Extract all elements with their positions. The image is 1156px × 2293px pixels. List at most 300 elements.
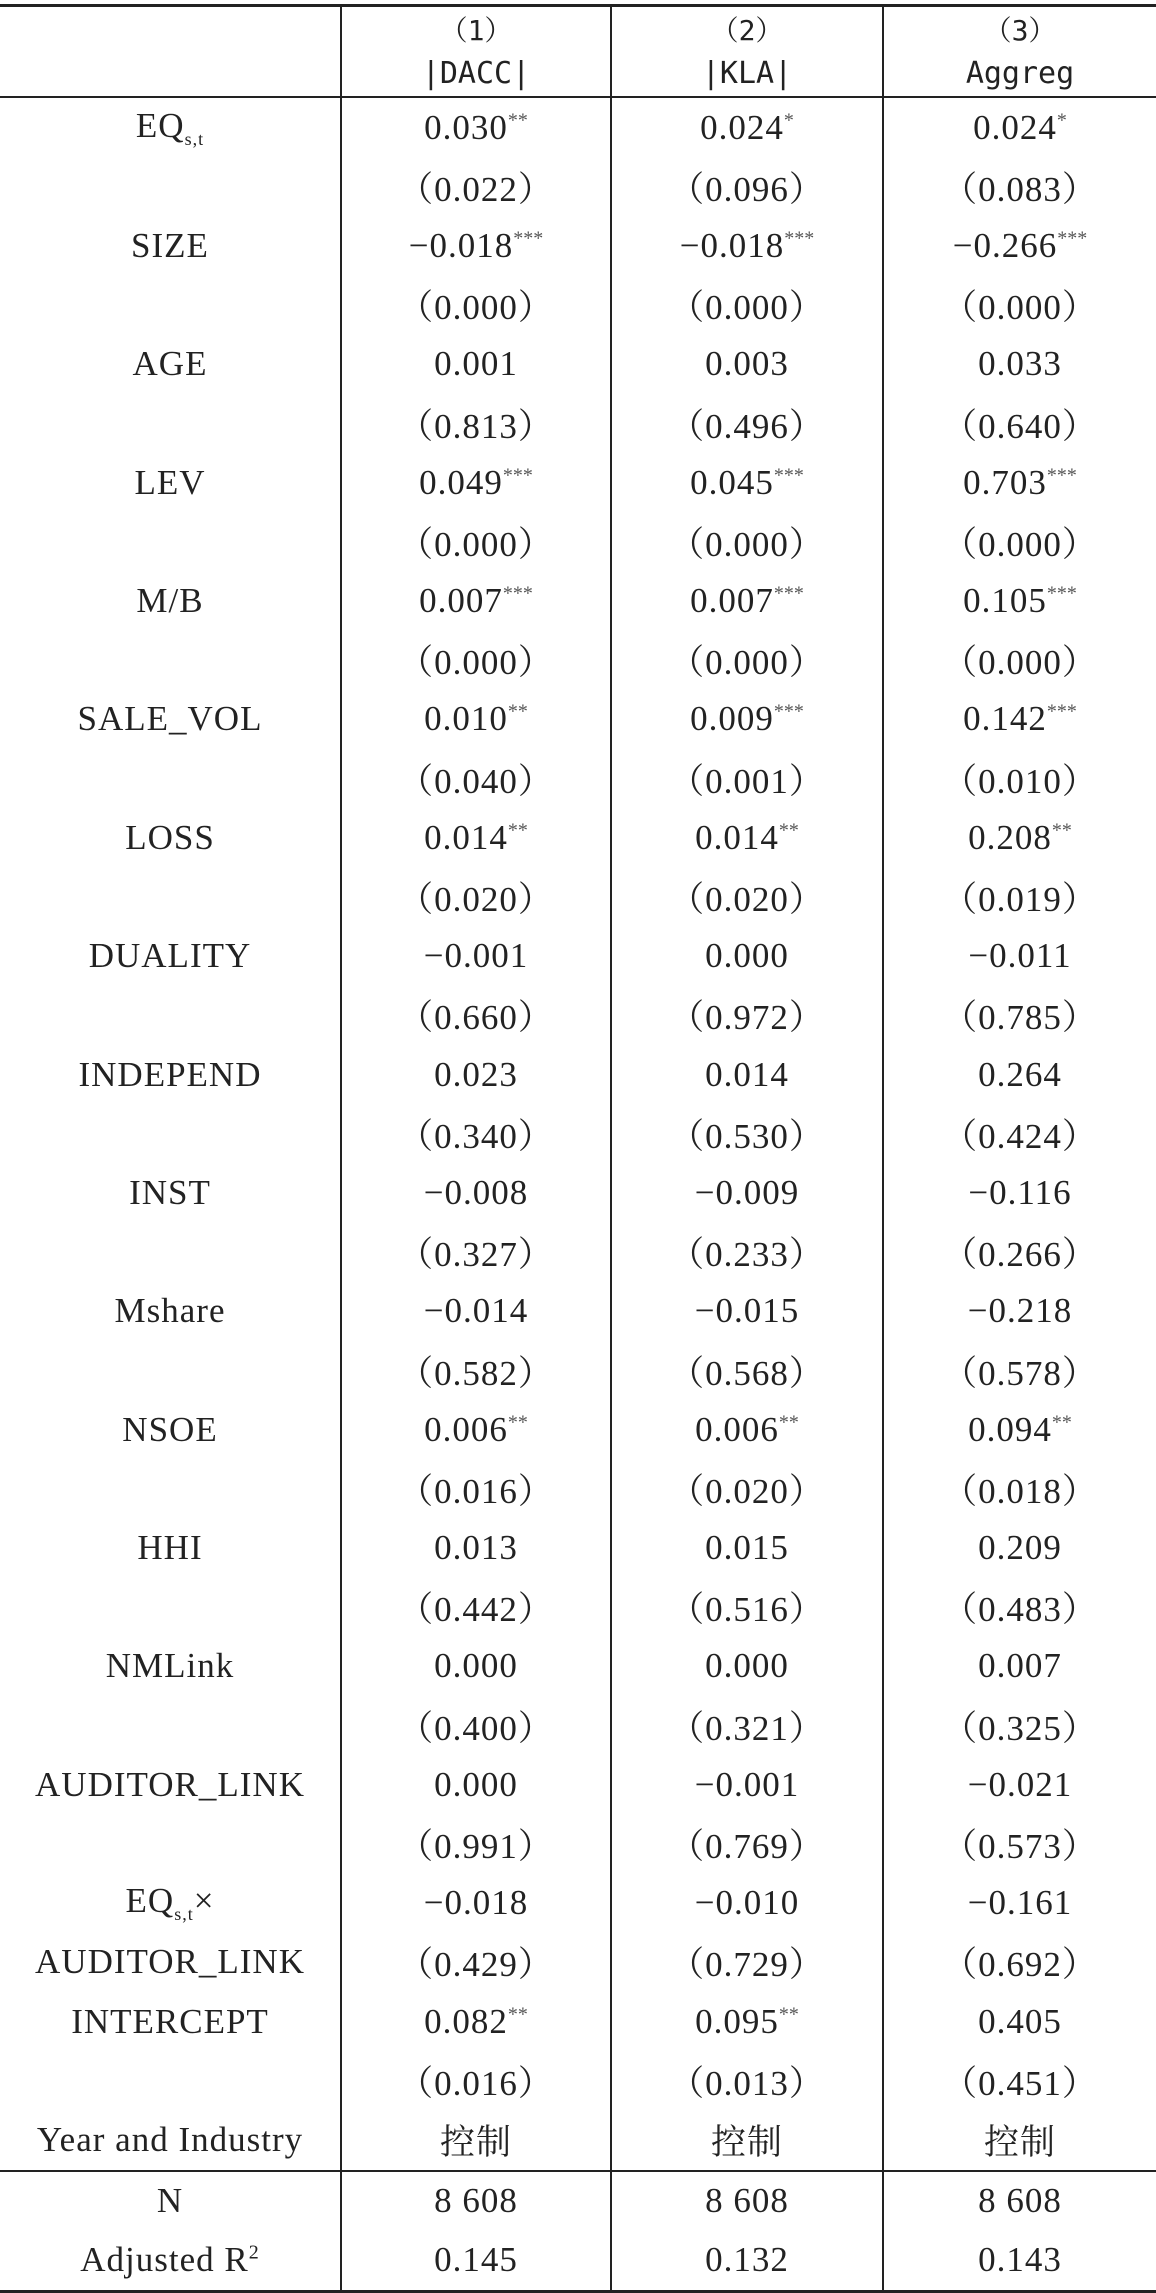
col-name-2: |KLA|	[611, 51, 883, 97]
regression-table	[0, 4, 1156, 2293]
pvalue-cell	[611, 2051, 883, 2110]
pvalue: （0.000）	[942, 288, 1098, 328]
pvalue-cell	[883, 1933, 1156, 1992]
significance-stars: **	[507, 108, 528, 131]
variable-label-continued	[0, 394, 341, 453]
footer-value: 0.143	[883, 2231, 1156, 2292]
coef-cell	[611, 1755, 883, 1814]
pvalue-cell	[341, 986, 611, 1045]
pvalue-cell	[883, 867, 1156, 926]
variable-suffix: ×	[193, 1881, 215, 1921]
coef-cell	[611, 97, 883, 157]
coef-row	[0, 1045, 1156, 1104]
pvalue-cell	[611, 1104, 883, 1163]
footer-label	[0, 2231, 341, 2292]
variable-name: SALE_VOL	[77, 699, 263, 739]
coef-row	[0, 1282, 1156, 1341]
footer-label	[0, 2171, 341, 2231]
coef-cell	[611, 1874, 883, 1933]
significance-stars: **	[778, 819, 799, 842]
footer-label-superscript: 2	[248, 2241, 260, 2264]
pvalue: （0.018）	[942, 1471, 1098, 1511]
significance-stars: ***	[773, 464, 804, 487]
pvalue-row	[0, 1933, 1156, 1992]
pvalue-cell	[883, 1814, 1156, 1873]
variable-label	[0, 1045, 341, 1104]
coef-row	[0, 1874, 1156, 1933]
footer-row	[0, 2231, 1156, 2292]
controls-cell: 控制	[341, 2110, 611, 2170]
coef-cell	[883, 1045, 1156, 1104]
pvalue-cell	[883, 1223, 1156, 1282]
coef-cell	[611, 1045, 883, 1104]
coef-value: 0.094	[968, 1409, 1052, 1449]
significance-stars: **	[507, 2002, 528, 2025]
pvalue-row	[0, 631, 1156, 690]
variable-label-continued	[0, 1104, 341, 1163]
pvalue-row	[0, 1223, 1156, 1282]
col-number-1: （1）	[341, 6, 611, 52]
coef-value: −0.116	[968, 1172, 1072, 1212]
variable-label	[0, 1874, 341, 1933]
variable-label-continued	[0, 512, 341, 571]
variable-name: EQ	[125, 1881, 175, 1921]
controls-row	[0, 2110, 1156, 2170]
variable-name: INTERCEPT	[71, 2001, 269, 2041]
coef-cell	[611, 216, 883, 275]
coef-value: −0.015	[694, 1291, 800, 1331]
variable-label-continued	[0, 276, 341, 335]
pvalue: （0.442）	[398, 1590, 554, 1630]
coef-cell	[611, 335, 883, 394]
coef-value: −0.008	[423, 1172, 529, 1212]
variable-label-continued	[0, 1933, 341, 1992]
variable-name: M/B	[136, 581, 204, 621]
pvalue: （0.000）	[669, 288, 825, 328]
significance-stars: *	[1056, 108, 1067, 131]
pvalue: （0.424）	[942, 1116, 1098, 1156]
pvalue-cell	[341, 512, 611, 571]
pvalue-cell	[883, 1341, 1156, 1400]
pvalue: （0.582）	[398, 1353, 554, 1393]
variable-label-continued	[0, 631, 341, 690]
footer-value: 0.132	[611, 2231, 883, 2292]
pvalue: （0.001）	[669, 761, 825, 801]
coef-cell	[341, 1519, 611, 1578]
coef-row	[0, 1163, 1156, 1222]
significance-stars: ***	[513, 227, 544, 250]
significance-stars: ***	[502, 582, 533, 605]
pvalue-cell	[883, 1696, 1156, 1755]
coef-cell	[883, 1400, 1156, 1459]
variable-label	[0, 1400, 341, 1459]
variable-name: AUDITOR_LINK	[35, 1764, 305, 1804]
pvalue: （0.266）	[942, 1235, 1098, 1275]
coef-cell	[611, 1163, 883, 1222]
significance-stars: *	[783, 108, 794, 131]
coef-cell	[341, 1992, 611, 2051]
variable-label-continued	[0, 1578, 341, 1637]
variable-label-continued	[0, 749, 341, 808]
significance-stars: ***	[1046, 464, 1077, 487]
pvalue: （0.496）	[669, 406, 825, 446]
coef-value: 0.007	[690, 581, 774, 621]
coef-value: 0.009	[690, 699, 774, 739]
significance-stars: **	[507, 700, 528, 723]
variable-name: AGE	[132, 344, 208, 384]
coef-row	[0, 216, 1156, 275]
variable-label	[0, 1992, 341, 2051]
pvalue: （0.813）	[398, 406, 554, 446]
pvalue-cell	[883, 631, 1156, 690]
pvalue: （0.321）	[669, 1708, 825, 1748]
coef-cell	[883, 690, 1156, 749]
table-body	[0, 6, 1156, 2292]
coef-row	[0, 1755, 1156, 1814]
coef-value: −0.009	[694, 1172, 800, 1212]
coef-value: 0.082	[424, 2001, 508, 2041]
pvalue-cell	[611, 512, 883, 571]
pvalue-row	[0, 749, 1156, 808]
significance-stars: **	[507, 819, 528, 842]
coef-value: 0.208	[968, 817, 1052, 857]
coef-cell	[611, 1400, 883, 1459]
variable-label	[0, 1163, 341, 1222]
coef-value: −0.018	[423, 1883, 529, 1923]
pvalue-cell	[611, 1814, 883, 1873]
significance-stars: **	[778, 1411, 799, 1434]
coef-row	[0, 808, 1156, 867]
significance-stars: ***	[1046, 700, 1077, 723]
coef-value: −0.161	[967, 1883, 1073, 1923]
coef-value: 0.000	[434, 1646, 518, 1686]
coef-value: 0.000	[434, 1764, 518, 1804]
pvalue: （0.573）	[942, 1827, 1098, 1867]
pvalue: （0.516）	[669, 1590, 825, 1630]
coef-value: 0.014	[705, 1054, 789, 1094]
coef-value: −0.010	[694, 1883, 800, 1923]
coef-cell	[883, 335, 1156, 394]
pvalue: （0.785）	[942, 998, 1098, 1038]
pvalue-cell	[611, 1459, 883, 1518]
coef-cell	[611, 808, 883, 867]
coef-value: 0.045	[690, 462, 774, 502]
coef-cell	[883, 1755, 1156, 1814]
coef-value: 0.010	[424, 699, 508, 739]
coef-value: −0.018	[679, 225, 785, 265]
significance-stars: **	[1051, 1411, 1072, 1434]
pvalue: （0.692）	[942, 1945, 1098, 1985]
variable-name: SIZE	[131, 225, 209, 265]
pvalue-cell	[341, 394, 611, 453]
pvalue-cell	[611, 749, 883, 808]
variable-label	[0, 97, 341, 157]
variable-label-continued	[0, 2051, 341, 2110]
variable-label-continued	[0, 986, 341, 1045]
coef-value: 0.405	[978, 2001, 1062, 2041]
header-row-numbers	[0, 6, 1156, 52]
variable-name: HHI	[137, 1528, 203, 1568]
coef-cell	[611, 453, 883, 512]
coef-cell	[883, 1992, 1156, 2051]
variable-name: EQ	[135, 105, 185, 145]
variable-name-line2: AUDITOR_LINK	[35, 1942, 305, 1982]
pvalue: （0.640）	[942, 406, 1098, 446]
pvalue: （0.020）	[669, 1471, 825, 1511]
coef-row	[0, 97, 1156, 157]
pvalue-row	[0, 1814, 1156, 1873]
col-number-3: （3）	[883, 6, 1156, 52]
coef-value: −0.001	[423, 936, 529, 976]
coef-cell	[883, 97, 1156, 157]
coef-value: 0.024	[973, 107, 1057, 147]
footer-label-text: N	[156, 2181, 184, 2221]
coef-cell	[611, 1519, 883, 1578]
coef-cell	[341, 216, 611, 275]
coef-cell	[883, 808, 1156, 867]
pvalue: （0.016）	[398, 2063, 554, 2103]
pvalue: （0.483）	[942, 1590, 1098, 1630]
pvalue: （0.578）	[942, 1353, 1098, 1393]
pvalue: （0.000）	[669, 524, 825, 564]
variable-label	[0, 1755, 341, 1814]
variable-label	[0, 216, 341, 275]
coef-cell	[611, 1992, 883, 2051]
variable-name: NSOE	[122, 1409, 218, 1449]
coef-value: 0.007	[978, 1646, 1062, 1686]
pvalue-row	[0, 157, 1156, 216]
variable-label-continued	[0, 867, 341, 926]
coef-value: 0.014	[695, 817, 779, 857]
coef-cell	[883, 572, 1156, 631]
pvalue-cell	[883, 1104, 1156, 1163]
pvalue-cell	[341, 157, 611, 216]
pvalue-cell	[883, 749, 1156, 808]
pvalue-cell	[611, 394, 883, 453]
pvalue-cell	[883, 512, 1156, 571]
coef-value: 0.095	[695, 2001, 779, 2041]
coef-cell	[883, 453, 1156, 512]
coef-cell	[341, 927, 611, 986]
coef-value: 0.014	[424, 817, 508, 857]
coef-value: −0.021	[967, 1764, 1073, 1804]
coef-value: 0.006	[424, 1409, 508, 1449]
col-number-2: （2）	[611, 6, 883, 52]
variable-name: LOSS	[125, 817, 215, 857]
pvalue-cell	[611, 1223, 883, 1282]
coef-value: 0.033	[978, 344, 1062, 384]
variable-name: INDEPEND	[78, 1054, 262, 1094]
variable-label	[0, 572, 341, 631]
pvalue: （0.325）	[942, 1708, 1098, 1748]
coef-value: 0.000	[705, 1646, 789, 1686]
coef-row	[0, 572, 1156, 631]
pvalue: （0.022）	[398, 169, 554, 209]
coef-value: −0.218	[967, 1291, 1073, 1331]
pvalue: （0.040）	[398, 761, 554, 801]
coef-cell	[341, 1400, 611, 1459]
coef-row	[0, 1400, 1156, 1459]
pvalue-cell	[341, 1459, 611, 1518]
header-row-names	[0, 51, 1156, 97]
variable-name: DUALITY	[88, 936, 252, 976]
pvalue: （0.429）	[398, 1945, 554, 1985]
pvalue-cell	[341, 749, 611, 808]
pvalue-row	[0, 1578, 1156, 1637]
coef-cell	[341, 1163, 611, 1222]
pvalue: （0.083）	[942, 169, 1098, 209]
variable-name: INST	[129, 1172, 211, 1212]
variable-label	[0, 453, 341, 512]
variable-subscript: s,t	[174, 1904, 194, 1925]
coef-value: 0.007	[419, 581, 503, 621]
pvalue: （0.340）	[398, 1116, 554, 1156]
header-corner-2	[0, 51, 341, 97]
controls-label: Year and Industry	[36, 2119, 304, 2159]
pvalue: （0.000）	[398, 288, 554, 328]
significance-stars: ***	[1057, 227, 1088, 250]
pvalue-cell	[611, 1696, 883, 1755]
coef-value: 0.013	[434, 1528, 518, 1568]
pvalue-cell	[611, 867, 883, 926]
footer-value: 0.145	[341, 2231, 611, 2292]
coef-value: 0.030	[424, 107, 508, 147]
significance-stars: ***	[784, 227, 815, 250]
pvalue: （0.020）	[398, 880, 554, 920]
variable-label	[0, 808, 341, 867]
controls-cell: 控制	[883, 2110, 1156, 2170]
pvalue-cell	[341, 1933, 611, 1992]
variable-name: NMLink	[105, 1646, 235, 1686]
coef-cell	[883, 927, 1156, 986]
pvalue-cell	[883, 394, 1156, 453]
pvalue: （0.451）	[942, 2063, 1098, 2103]
significance-stars: ***	[502, 464, 533, 487]
variable-label-continued	[0, 1814, 341, 1873]
footer-value: 8 608	[341, 2171, 611, 2231]
coef-row	[0, 1992, 1156, 2051]
coef-value: −0.266	[952, 225, 1058, 265]
coef-cell	[341, 1282, 611, 1341]
pvalue-cell	[611, 1578, 883, 1637]
significance-stars: ***	[773, 582, 804, 605]
variable-label	[0, 1637, 341, 1696]
pvalue-cell	[611, 631, 883, 690]
pvalue: （0.327）	[398, 1235, 554, 1275]
pvalue-row	[0, 276, 1156, 335]
coef-row	[0, 927, 1156, 986]
coef-value: 0.105	[963, 581, 1047, 621]
coef-cell	[341, 1755, 611, 1814]
pvalue: （0.000）	[398, 643, 554, 683]
pvalue-cell	[611, 1933, 883, 1992]
variable-label	[0, 927, 341, 986]
variable-label	[0, 1282, 341, 1341]
coef-value: 0.023	[434, 1054, 518, 1094]
coef-row	[0, 335, 1156, 394]
pvalue: （0.000）	[398, 524, 554, 564]
pvalue-row	[0, 394, 1156, 453]
coef-value: −0.014	[423, 1291, 529, 1331]
variable-label	[0, 1519, 341, 1578]
footer-value: 8 608	[883, 2171, 1156, 2231]
coef-value: −0.011	[968, 936, 1072, 976]
variable-label-continued	[0, 1223, 341, 1282]
pvalue-row	[0, 2051, 1156, 2110]
coef-value: 0.001	[434, 344, 518, 384]
pvalue-row	[0, 867, 1156, 926]
pvalue: （0.020）	[669, 880, 825, 920]
pvalue: （0.568）	[669, 1353, 825, 1393]
pvalue-row	[0, 1104, 1156, 1163]
coef-value: 0.049	[419, 462, 503, 502]
pvalue-row	[0, 512, 1156, 571]
pvalue-cell	[611, 276, 883, 335]
pvalue-cell	[611, 1341, 883, 1400]
pvalue-cell	[341, 2051, 611, 2110]
coef-cell	[341, 808, 611, 867]
coef-row	[0, 1637, 1156, 1696]
pvalue-cell	[341, 1341, 611, 1400]
pvalue-row	[0, 1341, 1156, 1400]
coef-cell	[611, 1637, 883, 1696]
coef-cell	[341, 690, 611, 749]
col-name-1: |DACC|	[341, 51, 611, 97]
pvalue: （0.016）	[398, 1471, 554, 1511]
pvalue: （0.010）	[942, 761, 1098, 801]
footer-label-text: Adjusted R	[80, 2240, 249, 2280]
pvalue-cell	[341, 867, 611, 926]
coef-value: 0.142	[963, 699, 1047, 739]
pvalue-cell	[883, 2051, 1156, 2110]
coef-cell	[883, 1874, 1156, 1933]
coef-cell	[883, 1637, 1156, 1696]
variable-subscript: s,t	[184, 128, 205, 149]
coef-value: 0.703	[963, 462, 1047, 502]
header-corner	[0, 6, 341, 52]
pvalue-cell	[883, 1578, 1156, 1637]
pvalue-row	[0, 986, 1156, 1045]
coef-value: 0.003	[705, 344, 789, 384]
coef-cell	[611, 1282, 883, 1341]
significance-stars: **	[1051, 819, 1072, 842]
pvalue: （0.096）	[669, 169, 825, 209]
pvalue-cell	[341, 1104, 611, 1163]
variable-name: Mshare	[114, 1291, 226, 1331]
pvalue: （0.019）	[942, 880, 1098, 920]
pvalue-cell	[341, 631, 611, 690]
coef-cell	[341, 1874, 611, 1933]
variable-label	[0, 690, 341, 749]
variable-label-continued	[0, 157, 341, 216]
pvalue: （0.729）	[669, 1945, 825, 1985]
coef-cell	[883, 216, 1156, 275]
pvalue-cell	[341, 1814, 611, 1873]
pvalue-cell	[883, 276, 1156, 335]
footer-value: 8 608	[611, 2171, 883, 2231]
coef-cell	[883, 1519, 1156, 1578]
pvalue-cell	[341, 1223, 611, 1282]
pvalue-cell	[611, 157, 883, 216]
pvalue-cell	[611, 986, 883, 1045]
significance-stars: ***	[1046, 582, 1077, 605]
significance-stars: ***	[773, 700, 804, 723]
pvalue: （0.972）	[669, 998, 825, 1038]
coef-value: 0.006	[695, 1409, 779, 1449]
pvalue: （0.769）	[669, 1827, 825, 1867]
coef-cell	[341, 1637, 611, 1696]
pvalue-cell	[883, 157, 1156, 216]
